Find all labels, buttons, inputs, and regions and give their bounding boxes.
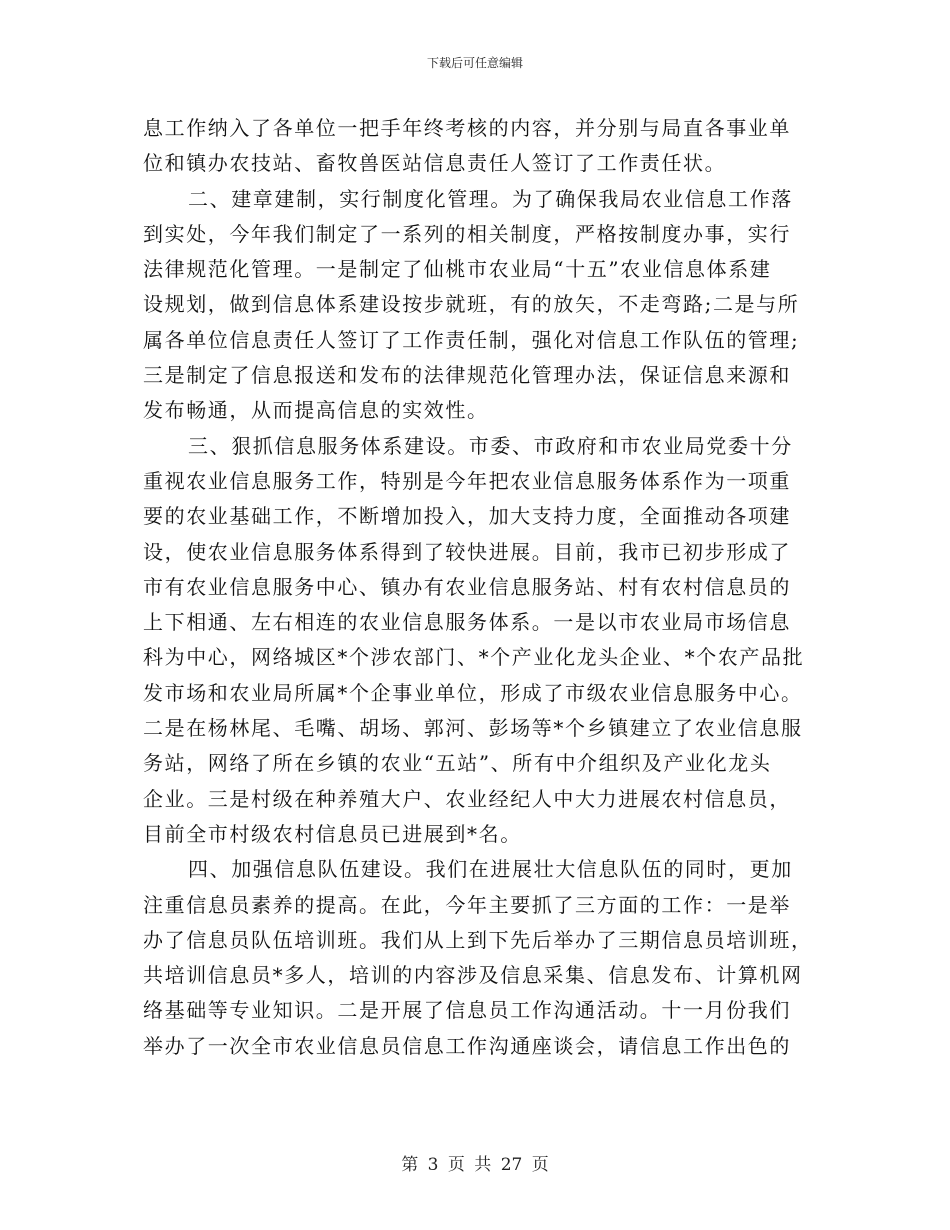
body-paragraphs	[143, 111, 815, 1064]
text-line: 四、加强信息队伍建设。我们在进展壮大信息队伍的同时，更加	[188, 857, 793, 882]
text-line: 上下相通、左右相连的农业信息服务体系。一是以市农业局市场信息	[143, 610, 791, 635]
text-line: 重视农业信息服务工作，特别是今年把农业信息服务体系作为一项重	[143, 468, 791, 493]
text-line: 息工作纳入了各单位一把手年终考核的内容，并分别与局直各事业单	[143, 116, 791, 140]
text-line: 到实处，今年我们制定了一系列的相关制度，严格按制度办事，实行	[143, 221, 791, 246]
text-line: 共培训信息员*多人，培训的内容涉及信息采集、信息发布、计算机网	[143, 963, 803, 988]
text-line: 办了信息员队伍培训班。我们从上到下先后举办了三期信息员培训班，	[143, 927, 813, 952]
text-line: 注重信息员素养的提高。在此，今年主要抓了三方面的工作：一是举	[143, 892, 791, 917]
text-line: 企业。三是村级在种养殖大户、农业经纪人中大力进展农村信息员，	[143, 786, 791, 811]
text-line: 设规划，做到信息体系建设按步就班，有的放矢，不走弯路;二是与所	[143, 292, 800, 317]
text-line: 科为中心，网络城区*个涉农部门、*个产业化龙头企业、*个农产品批	[143, 645, 805, 670]
text-line: 络基础等专业知识。二是开展了信息员工作沟通活动。十一月份我们	[143, 998, 791, 1023]
text-line: 市有农业信息服务中心、镇办有农业信息服务站、村有农村信息员的	[143, 574, 791, 599]
text-line: 三是制定了信息报送和发布的法律规范化管理办法，保证信息来源和	[143, 363, 791, 388]
text-line: 要的农业基础工作，不断增加投入，加大支持力度，全面推动各项建	[143, 504, 791, 529]
text-line: 发布畅通，从而提高信息的实效性。	[143, 398, 489, 423]
page-header: 下载后可任意编辑	[426, 56, 523, 70]
text-line: 举办了一次全市农业信息员信息工作沟通座谈会，请信息工作出色的	[143, 1033, 791, 1058]
document-body	[143, 111, 815, 1064]
text-line: 发市场和农业局所属*个企事业单位，形成了市级农业信息服务中心。	[143, 680, 803, 705]
text-line: 三、狠抓信息服务体系建设。市委、市政府和市农业局党委十分	[188, 433, 793, 458]
text-line: 位和镇办农技站、畜牧兽医站信息责任人签订了工作责任状。	[143, 151, 727, 176]
text-line: 二是在杨林尾、毛嘴、胡场、郭河、彭场等*个乡镇建立了农业信息服	[143, 716, 803, 741]
text-line: 设，使农业信息服务体系得到了较快进展。目前，我市已初步形成了	[143, 539, 791, 564]
text-line: 务站，网络了所在乡镇的农业“五站”、所有中介组织及产业化龙头	[143, 751, 772, 776]
text-line: 属各单位信息责任人签订了工作责任制，强化对信息工作队伍的管理;	[143, 327, 800, 352]
text-line: 二、建章建制，实行制度化管理。为了确保我局农业信息工作落	[188, 186, 793, 211]
text-line: 目前全市村级农村信息员已进展到*名。	[143, 821, 522, 846]
page-footer: 第 3 页 共 27 页	[401, 1155, 549, 1175]
text-line: 法律规范化管理。一是制定了仙桃市农业局“十五”农业信息体系建	[143, 257, 772, 282]
